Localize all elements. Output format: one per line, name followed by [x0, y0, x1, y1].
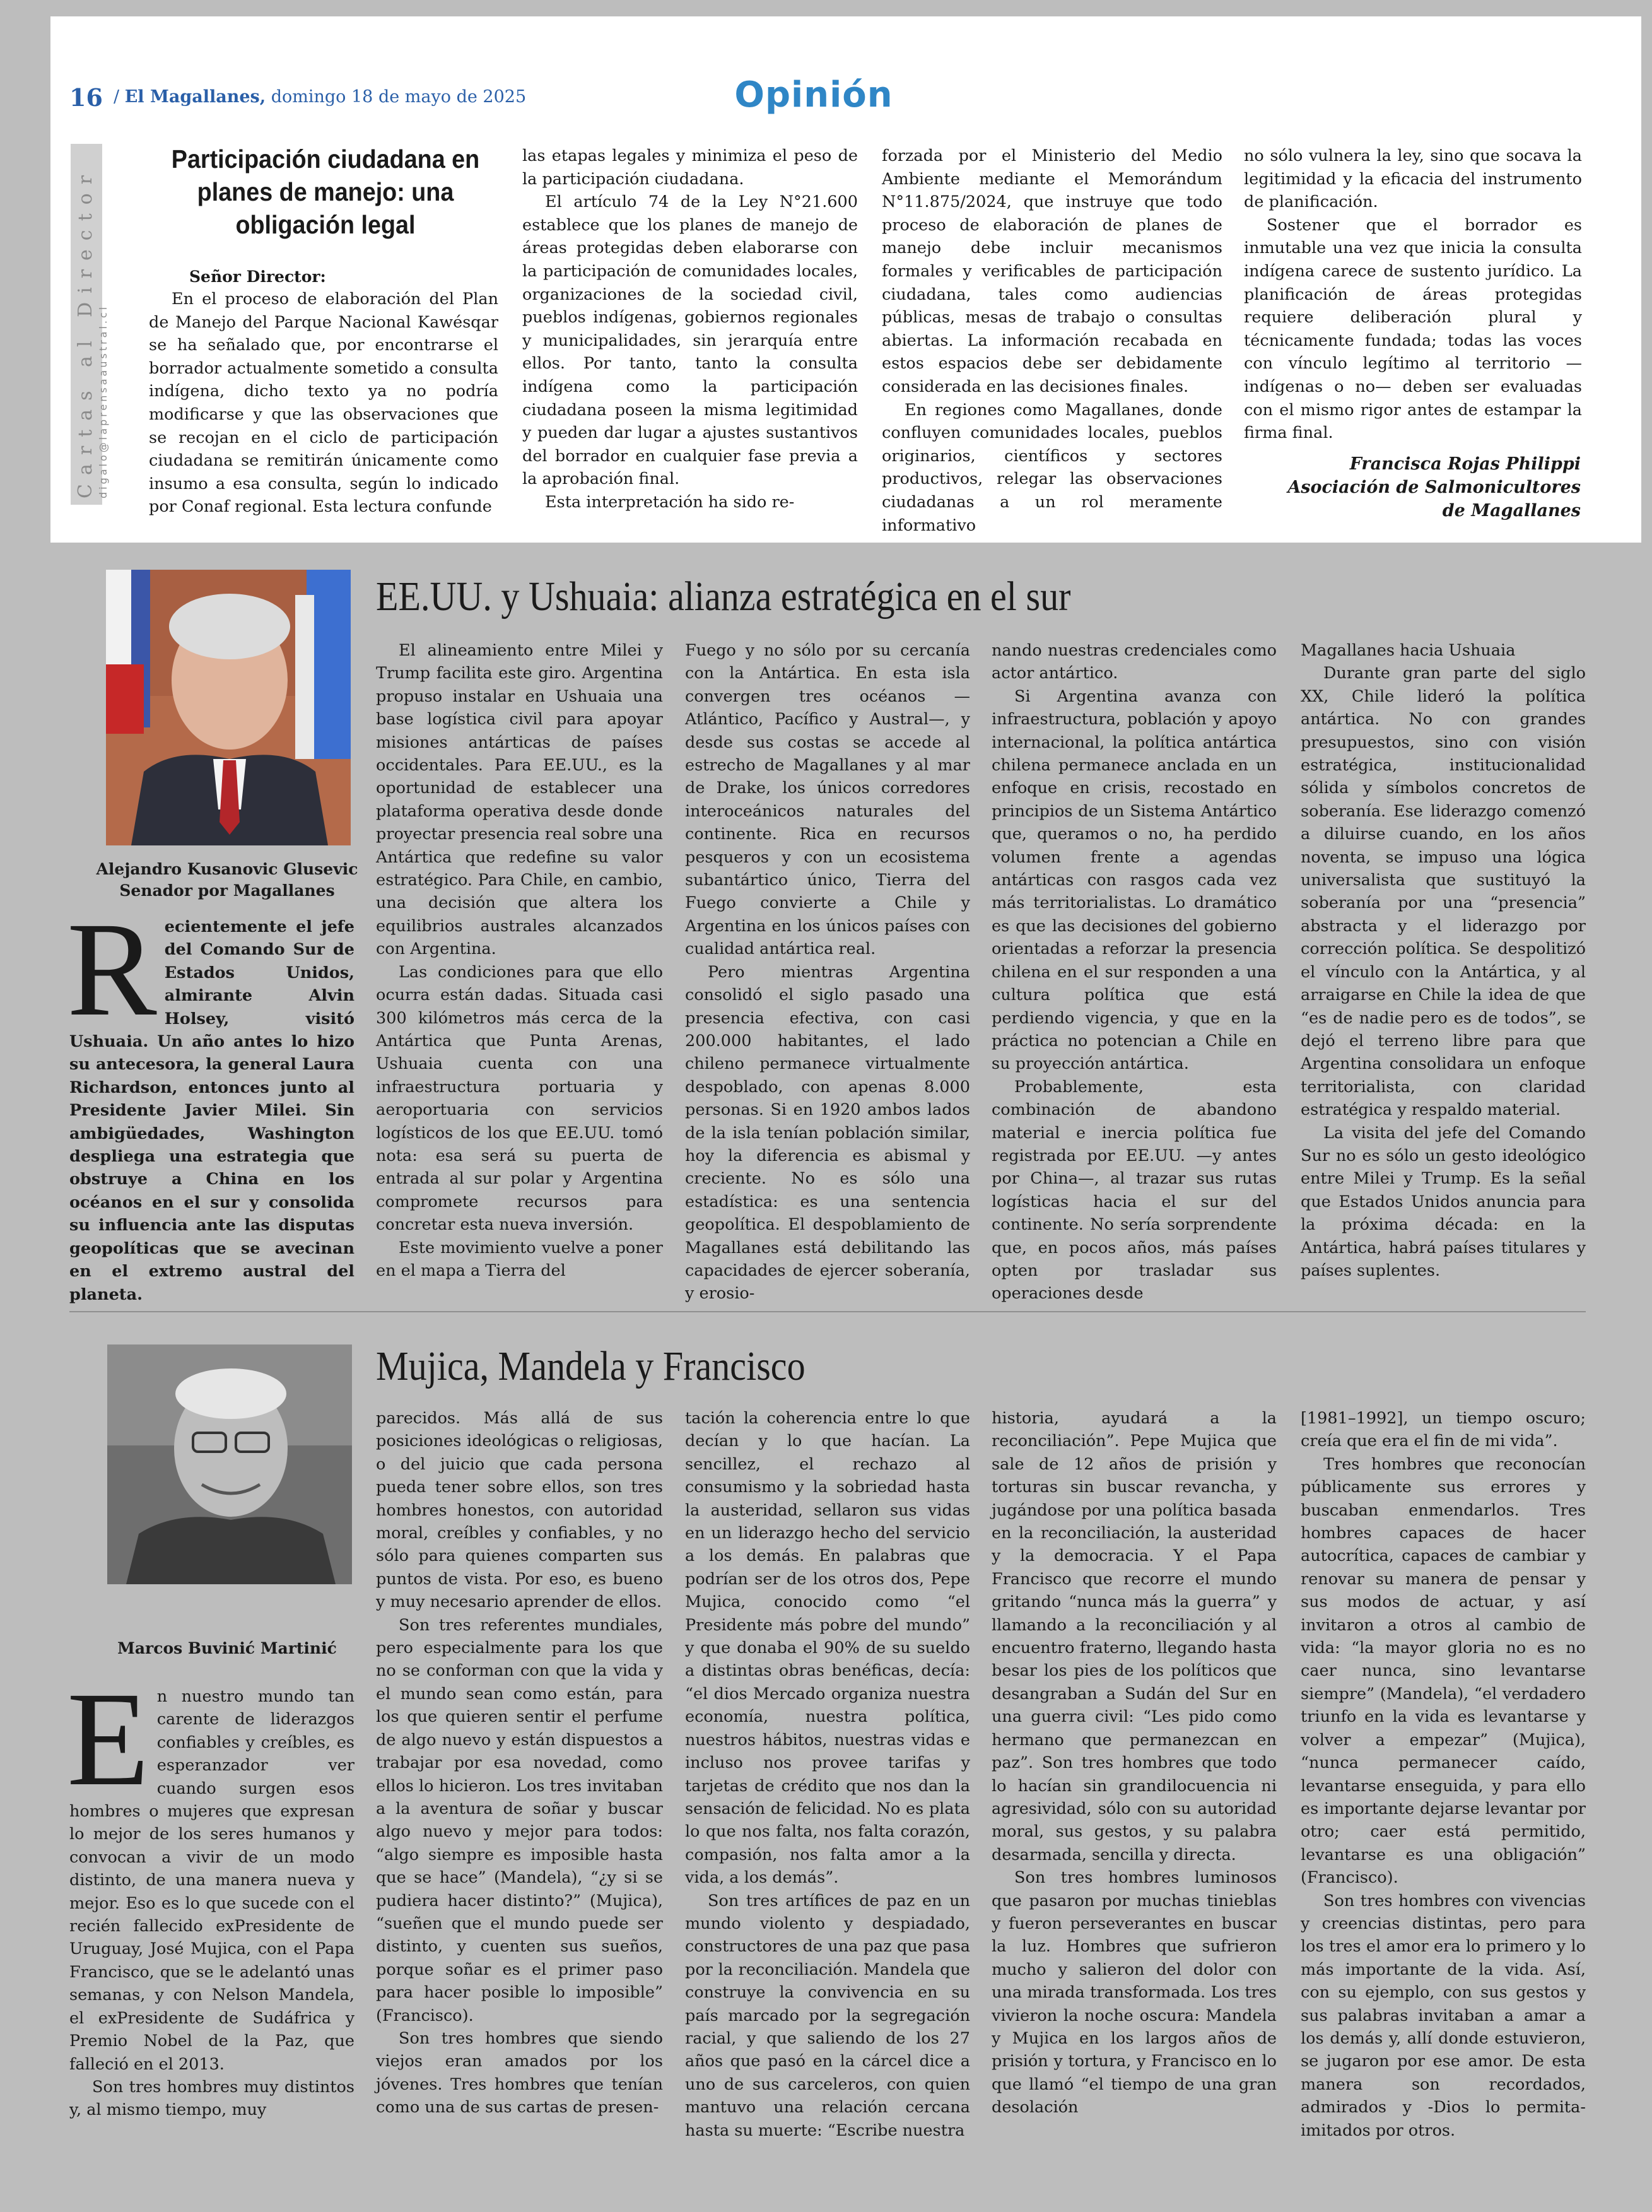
paragraph: Durante gran parte del siglo XX, Chile lideró la política antártica. No con grandes presupuestos, sino con visión estratégica, institucionalidad sólida y símbolos concretos de soberanía. Ese liderazgo comenzó a diluirse cuando, en los años noventa, se impuso una lógica universalista que sustituyó la soberanía por una “presencia” abstracta y el liderazgo por corrección política. Se despolitizó el vínculo con la Antártica, y al arraigarse en Chile la idea de que “es de nadie pero es de todos”, se dejó el terreno libre para que Argentina consolidara un enfoque territorialista, con claridad estratégica y respaldo material. [1301, 664, 1586, 1120]
author-portrait-image [106, 570, 351, 845]
article1-column-1 [67, 895, 354, 1306]
paragraph: Tres hombres que reconocían públicamente sus errores y buscaban enmendarlos. Tres hombres capaces de hacer autocrítica, capaces de cambiar y renovar su manera de pensar y sus modos de actuar, y así invitaron a otros al cambio de vida: “la mayor gloria no es no caer nunca, sino levantarse siempre” (Mandela), “el verdadero triunfo en la vida es levantarse y volver a empezar” (Mujica), “nunca permanecer caído, levantarse enseguida, y para ello es importante dejarse levantar por otro; caer está permitido, levantarse es una obligación” (Francisco). [1301, 1454, 1586, 1888]
author-name: Marcos Buvinić Martinić [117, 1639, 337, 1657]
paragraph: Son tres hombres con vivencias y creencias distintas, pero para los tres el amor era lo primero y lo más importante de la vida. Así, con su ejemplo, con sus gestos y sus palabras invitaban a amar a los demás y, allí donde estuvieron, se jugaron por ese amor. De esta manera son recordados, admirados y -Dios lo permita- imitados por otros. [1301, 1891, 1586, 2140]
paragraph: forzada por el Ministerio del Medio Ambiente mediante el Memorándum N°11.875/2024, que instruye que todo proceso de elaboración de planes de manejo debe incluir mecanismos formales y verificables de participación ciudadana, tales como audiencias públicas, mesas de trabajo o consultas abiertas. La información recabada en estos espacios debe ser debidamente considerada en las decisiones finales. [882, 146, 1222, 396]
author-name: Alejandro Kusanovic Glusevic [96, 860, 358, 878]
article1-column-3 [685, 639, 970, 1305]
paragraph: Pero mientras Argentina consolidó el siglo pasado una presencia efectiva, con casi 200.000 habitantes, el lado chileno permanece virtualmente despoblado, con apenas 8.000 personas. Si en 1920 ambos lados de la isla tenían población similar, hoy la diferencia es abismal y creciente. No es sólo una estadística: es una sentencia geopolítica. El despoblamiento de Magallanes está debilitando las capacidades de ejercer soberanía, y erosio- [685, 962, 970, 1303]
paragraph: Son tres artífices de paz en un mundo violento y despiadado, constructores de una paz que pasa por la reconciliación. Mandela que construye la convivencia en su país marcado por la segregación racial, y que saliendo de los 27 años que pasó en la cárcel dice a uno de sus carceleros, con quien mantuvo una relación cercana hasta su muerte: “Escribe nuestra [685, 1891, 970, 2140]
letter-title: Participación ciudadana en planes de manejo: una obligación legal [171, 144, 480, 239]
article-headline: Mujica, Mandela y Francisco [376, 1343, 805, 1389]
author-portrait-image [107, 1344, 352, 1584]
letter-signature [1198, 452, 1581, 522]
article2-column-5 [1301, 1407, 1586, 2142]
paragraph: Esta interpretación ha sido re- [545, 492, 795, 512]
divider [69, 1311, 1586, 1312]
paragraph: nando nuestras credenciales como actor antártico. [992, 641, 1277, 683]
paragraph: Sostener que el borrador es inmutable una vez que inicia la consulta indígena carece de sustento jurídico. La planificación de áreas protegidas requiere deliberación plural y técnicamente fundada; todas las voces con vínculo legítimo al territorio —indígenas o no— deben ser evaluadas con el mismo rigor antes de estampar la firma final. [1244, 215, 1582, 443]
paragraph: Si Argentina avanza con infraestructura, población y apoyo internacional, la política antártica chilena permanece anclada en un enfoque en crisis, recostado en principios de un Sistema Antártico que, queramos o no, ha perdido volumen frente a agendas antárticas con rasgos cada vez más territorialistas. Lo dramático es que las decisiones del gobierno orientadas a reforzar la presencia chilena en el sur responden a una cultura política que está perdiendo vigencia, y que en la práctica no potencian a Chile en su proyección antártica. [992, 686, 1277, 1074]
signature-name: Francisca Rojas Philippi [1349, 454, 1581, 474]
article2-column-1 [67, 1664, 354, 2122]
signature-org: Asociación de Salmonicultores [1287, 478, 1581, 497]
page-number: 16 [69, 83, 103, 112]
paragraph: tación la coherencia entre lo que decían y lo que hacían. La sencillez, el rechazo al consumismo y la sobriedad hasta la austeridad, sellaron sus vidas en un liderazgo hecho del servicio a los demás. En palabras que podrían ser de los otros dos, Pepe Mujica, conocido como “el Presidente más pobre del mundo” y que donaba el 90% de su sueldo a distintas obras benéficas, decía: “el dios Mercado organiza nuestra economía, nuestra política, nuestros hábitos, nuestras vidas e incluso nos provee tarifas y tarjetas de crédito que nos dan la sensación de felicidad. No es plata lo que nos falta, nos falta corazón, compasión, nos falta amor a la vida, a los demás”. [685, 1409, 970, 1888]
article2-column-4 [992, 1407, 1277, 2119]
paragraph: historia, ayudará a la reconciliación”. Pepe Mujica que sale de 12 años de prisión y torturas sin buscar revancha, y jugándose por una política basada en la reconciliación, la austeridad y la democracia. Y el Papa Francisco que recorre el mundo gritando “nunca más la guerra” y llamando a la reconciliación y al encuentro fraterno, llegando hasta besar los pies de los políticos que desangraban a Sudán del Sur en una guerra civil: “Les pido como hermano que permanezcan en paz”. Son tres hombres que todo lo hacían sin grandilocuencia ni agresividad, sólo con su autoridad moral, sus gestos, y su palabra desarmada, sencilla y directa. [992, 1409, 1277, 1864]
article1-column-4 [992, 639, 1277, 1305]
article1-column-5 [1301, 639, 1586, 1282]
paragraph: Este movimiento vuelve a poner en el mapa a Tierra del [376, 1238, 663, 1280]
column-email: digalo@laprensaaustral.cl [97, 304, 109, 498]
letter-column-3 [882, 144, 1222, 537]
article2-column-2 [376, 1407, 663, 2119]
signature-org: de Magallanes [1442, 501, 1581, 521]
paragraph: En el proceso de elaboración del Plan de Manejo del Parque Nacional Kawésqar se ha señalado que, por encontrarse el borrador actualmente sometido a consulta indígena, dicho texto ya no podría modificarse y que las observaciones que se recojan en el ciclo de participación ciudadana se remitirán únicamente como insumo a esa consulta, según lo indicado por Conaf regional. Esta lectura confunde [149, 290, 498, 517]
section-title: Opinión [734, 74, 893, 115]
paragraph: El artículo 74 de la Ley N°21.600 establece que los planes de manejo de áreas protegidas deben elaborarse con la participación de comunidades locales, organizaciones de la sociedad civil, pueblos indígenas, gobiernos regionales y municipalidades, sin jerarquía entre ellos. Por tanto, tanto la consulta indígena como la participación ciudadana poseen la misma legitimidad y pueden dar lugar a ajustes sustantivos del borrador en cualquier fase previa a la aprobación final. [522, 192, 858, 489]
paragraph: Las condiciones para que ello ocurra están dadas. Situada casi 300 kilómetros más cerca de la Antártica que Punta Arenas, Ushuaia cuenta con una infraestructura portuaria y aeroportuaria con servicios logísticos de los que EE.UU. tomó nota: esa será su puerta de entrada al sur polar y Argentina compromete recursos para concretar esta nueva inversión. [376, 962, 663, 1235]
letter-column-1 [149, 288, 498, 519]
article-headline: EE.UU. y Ushuaia: alianza estratégica en el sur [376, 574, 1071, 620]
paragraph: no sólo vulnera la ley, sino que socava la legitimidad y la eficacia del instrumento de planificación. [1244, 146, 1582, 212]
paragraph: n nuestro mundo tan carente de liderazgos confiables y creíbles, es esperanzador ver cuando surgen esos hombres o mujeres que expresan lo mejor de los seres humanos y convocan a vivir de un modo distinto, de una manera nueva y mejor. Eso es lo que sucede con el recién fallecido exPresidente de Uruguay, José Mujica, con el Papa Francisco, que se le adelantó unas semanas, y con Nelson Mandela, el exPresidente de Sudáfrica y Premio Nobel de la Paz, que falleció en el 2013. [69, 1687, 354, 2074]
author-caption [69, 1638, 385, 1659]
paragraph: Magallanes hacia Ushuaia [1301, 641, 1516, 660]
paragraph: Son tres referentes mundiales, pero especialmente para los que no se conforman con que la vida y el mundo sean como están, para los que quieren sentir el perfume de algo nuevo y están dispuestos a trabajar por esa novedad, como ellos lo hicieron. Los tres invitaban a la aventura de soñar y buscar algo nuevo y mejor para todos: “algo siempre es imposible hasta que se hace” (Mandela), “¿y si se pudiera hacer distinto?” (Mujica), “sueñen que el mundo puede ser distinto, y cuenten sus sueños, porque soñar es el primer paso para hacer posible lo imposible” (Francisco). [376, 1615, 663, 2025]
author-photo [107, 1344, 352, 1584]
paragraph: Fuego y no sólo por su cercanía con la Antártica. En esta isla convergen tres océanos —Atlántico, Pacífico y Austral—, y desde sus costas se accede al estrecho de Magallanes y al mar de Drake, los únicos corredores interoceánicos naturales del continente. Rica en recursos pesqueros y con un ecosistema subantártico único, Tierra del Fuego convierte a Chile y Argentina en los únicos países con cualidad antártica real. [685, 641, 970, 959]
paragraph: ecientemente el jefe del Comando Sur de Estados Unidos, almirante Alvin Holsey, visitó Ushuaia. Un año antes lo hizo su antecesora, la general Laura Richardson, entonces junto al Presidente Javier Milei. Sin ambigüedades, Washington despliega una estrategia que obstruye a China en los océanos en el sur y consolida su influencia ante las disputas geopolíticas que se avecinan en el extremo austral del planeta. [69, 917, 354, 1304]
paragraph: parecidos. Más allá de sus posiciones ideológicas o religiosas, o del juicio que cada persona pueda tener sobre ellos, son tres hombres honestos, con autoridad moral, creíbles y confiables, y no sólo para quienes comparten sus puntos de vista. Por eso, es bueno y muy necesario aprender de ellos. [376, 1409, 663, 1612]
column-label: Cartas al Director [74, 166, 97, 498]
article1-column-2 [376, 639, 663, 1282]
letter-greeting: Señor Director: [189, 268, 326, 286]
article2-column-3 [685, 1407, 970, 2142]
paragraph: La visita del jefe del Comando Sur no es sólo un gesto ideológico entre Milei y Trump. Es la señal que Estados Unidos anuncia para la próxima década: en la Antártica, habrá países titulares y países suplentes. [1301, 1123, 1586, 1280]
edition-date: domingo 18 de mayo de 2025 [271, 87, 527, 107]
letter-column-4 [1244, 144, 1582, 445]
paragraph: las etapas legales y minimiza el peso de la participación ciudadana. [522, 146, 858, 189]
author-photo [106, 570, 351, 845]
paragraph: Son tres hombres que siendo viejos eran amados por los jóvenes. Tres hombres que tenían como una de sus cartas de presen- [376, 2028, 663, 2117]
paragraph: Probablemente, esta combinación de abandono material e inercia política fue registrada por EE.UU. —y antes por China—, al trazar sus rutas logísticas hacia el sur del continente. No sería sorprendente que, en pocos años, más países opten por trasladar sus operaciones desde [992, 1077, 1277, 1303]
paragraph: Son tres hombres luminosos que pasaron por muchas tinieblas y fueron perseverantes en buscar la luz. Hombres que sufrieron mucho y salieron del dolor con una mirada transformada. Los tres vivieron la noche oscura: Mandela y Mujica en los largos años de prisión y tortura, y Francisco en lo que llamó “el tiempo de una gran desolación [992, 1868, 1277, 2117]
newspaper-name: El Magallanes, [124, 87, 266, 107]
paragraph: [1981–1992], un tiempo oscuro; creía que era el fin de mi vida”. [1301, 1409, 1586, 1451]
author-role: Senador por Magallanes [119, 881, 335, 900]
letter-column-2 [522, 144, 858, 514]
page-header [114, 87, 526, 107]
paragraph: Son tres hombres muy distintos y, al mismo tiempo, muy [69, 2077, 354, 2120]
paragraph: El alineamiento entre Milei y Trump facilita este giro. Argentina propuso instalar en Ushuaia una base logística civil para apoyar misiones antárticas de países occidentales. Para EE.UU., es la oportunidad de establecer una plataforma operativa desde donde proyectar presencia real sobre una Antártica que redefine su valor estratégico. Para Chile, en cambio, una decisión que altera los equilibrios australes alcanzados con Argentina. [376, 641, 663, 959]
header-separator: / [114, 87, 120, 107]
drop-cap: E [67, 1664, 149, 1814]
paragraph: En regiones como Magallanes, donde confluyen comunidades locales, pueblos originarios, científicos y sectores productivos, relegar las observaciones ciudadanas a un rol meramente informativo [882, 400, 1222, 535]
drop-cap: R [67, 895, 157, 1044]
